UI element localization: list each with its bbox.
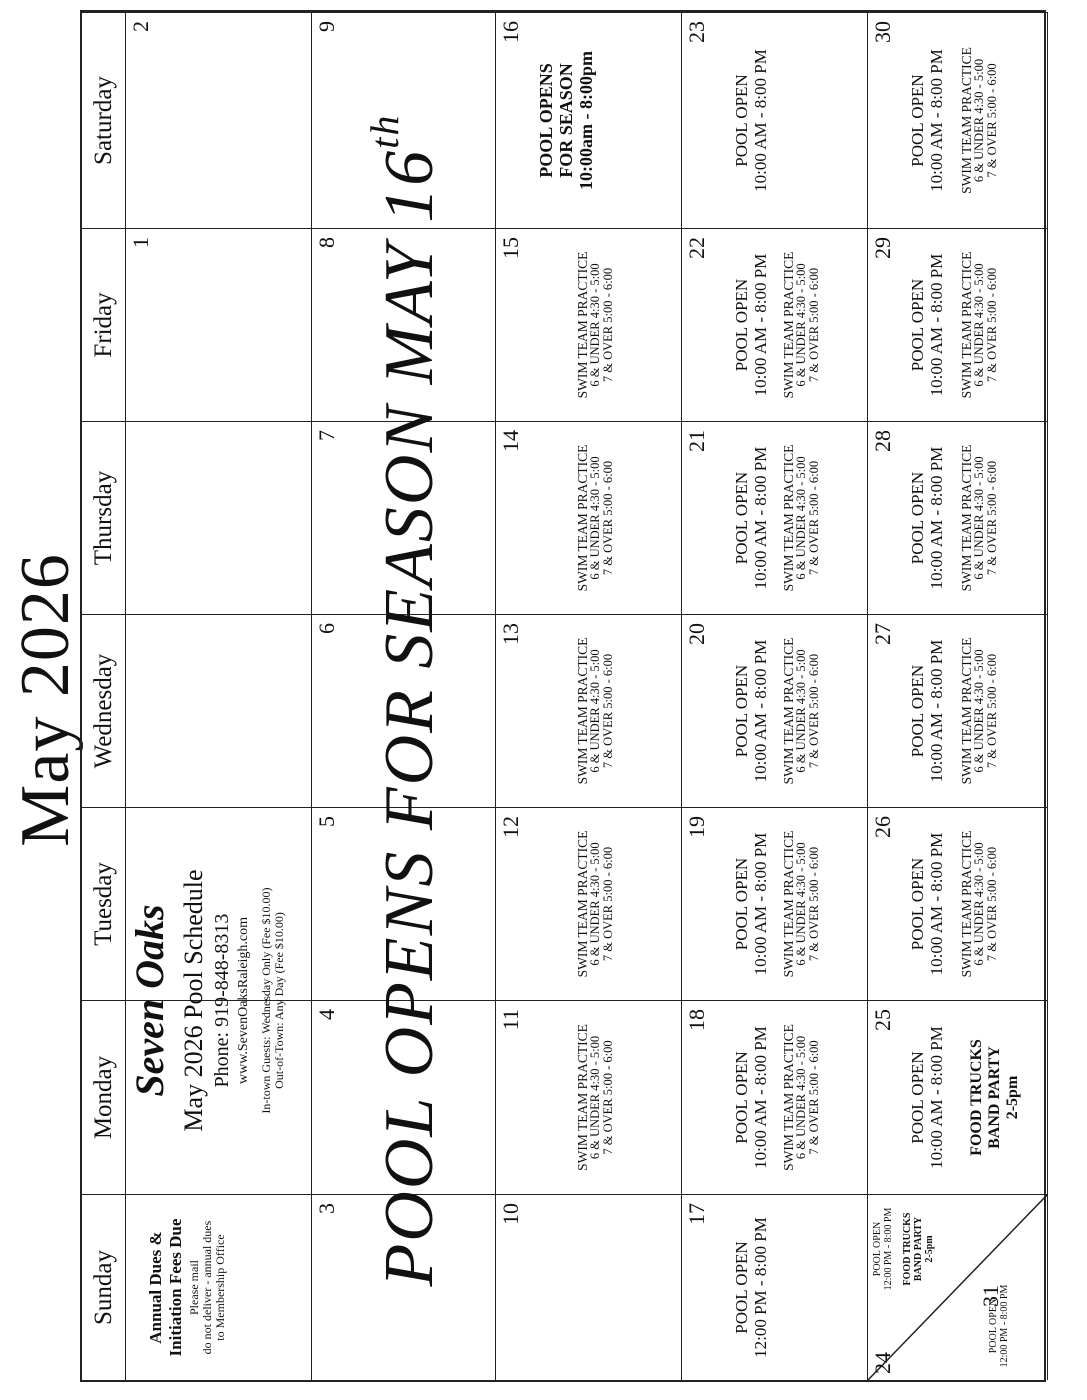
text-line: SWIM TEAM PRACTICE — [575, 444, 590, 592]
pool-open — [732, 422, 770, 614]
day-number: 20 — [684, 623, 709, 645]
day-number: 15 — [498, 237, 523, 259]
day-cell — [682, 12, 868, 228]
text-line: 7 & OVER 5:00 - 6:00 — [985, 460, 999, 576]
text-line: POOL OPEN — [732, 1241, 751, 1334]
swim-practice — [782, 615, 821, 807]
text-line: SWIM TEAM PRACTICE — [959, 444, 974, 592]
swim-practice — [782, 229, 821, 421]
day-cell — [868, 12, 1048, 228]
phone: Phone: 919-848-8313 — [211, 913, 233, 1088]
day-cell — [868, 614, 1048, 807]
pool-open — [732, 1195, 770, 1380]
text-line: 6 & UNDER 4:30 - 5:00 — [794, 456, 808, 580]
text-line: 7 & OVER 5:00 - 6:00 — [601, 1040, 615, 1155]
text-line: 6 & UNDER 4:30 - 5:00 — [588, 1035, 602, 1160]
text-line: POOL OPEN — [732, 857, 751, 951]
swim-practice — [576, 808, 615, 1000]
text-line: 6 & UNDER 4:30 - 5:00 — [972, 842, 986, 966]
text-line: 6 & UNDER 4:30 - 5:00 — [794, 649, 808, 773]
banner-text: POOL OPENS FOR SEASON MAY 16 — [371, 148, 448, 1287]
day-cell — [682, 1194, 868, 1380]
day-number: 27 — [870, 623, 895, 645]
text-line: 6 & UNDER 4:30 - 5:00 — [794, 1035, 808, 1160]
day-header: Sunday — [82, 1194, 126, 1380]
pool-open — [732, 615, 770, 807]
text-line: SWIM TEAM PRACTICE — [781, 1024, 796, 1171]
day-cell — [496, 421, 682, 614]
guest-fee: Out-of-Town: Any Day (Fee $10.00) — [272, 912, 286, 1089]
text-line: 10:00 AM - 8:00 PM — [751, 253, 770, 397]
day-number: 24 — [870, 1352, 895, 1374]
day-cell — [682, 614, 868, 807]
day-header: Thursday — [82, 421, 126, 614]
day-number: 30 — [870, 21, 895, 43]
day-number: 2 — [128, 21, 153, 32]
swim-practice — [960, 615, 999, 807]
day-number: 7 — [314, 430, 339, 441]
day-number: 5 — [314, 816, 339, 827]
season-open — [536, 13, 596, 228]
text-line: 6 & UNDER 4:30 - 5:00 — [588, 649, 602, 773]
text-line: POOL OPEN — [908, 857, 927, 951]
day-number: 28 — [870, 430, 895, 452]
day-number: 18 — [684, 1009, 709, 1031]
text-line: SWIM TEAM PRACTICE — [959, 637, 974, 785]
day-number: 19 — [684, 816, 709, 838]
day-number: 16 — [498, 21, 523, 43]
text-line: 7 & OVER 5:00 - 6:00 — [807, 267, 821, 383]
text-line: SWIM TEAM PRACTICE — [781, 830, 796, 978]
text-line: POOL OPEN — [908, 278, 927, 372]
text-line: 6 & UNDER 4:30 - 5:00 — [588, 263, 602, 387]
day-cell — [682, 228, 868, 421]
day-number: 12 — [498, 816, 523, 838]
text-line: 10:00 AM - 8:00 PM — [751, 832, 770, 976]
day-number: 10 — [498, 1203, 523, 1225]
season-banner — [340, 0, 480, 1400]
swim-practice — [576, 422, 615, 614]
day-number: 6 — [314, 623, 339, 634]
text-line: do not deliver - annual dues — [200, 1220, 214, 1355]
month-title — [6, 0, 86, 1400]
day-number: 17 — [684, 1203, 709, 1225]
text-line: 7 & OVER 5:00 - 6:00 — [601, 846, 615, 962]
text-line: 10:00 AM - 8:00 PM — [751, 446, 770, 590]
text-line: POOL OPEN — [988, 1298, 999, 1354]
text-line: 10:00 AM - 8:00 PM — [751, 1026, 770, 1169]
text-line: 6 & UNDER 4:30 - 5:00 — [972, 649, 986, 773]
text-line: SWIM TEAM PRACTICE — [781, 637, 796, 785]
text-line: 10:00 AM - 8:00 PM — [927, 49, 946, 192]
text-line: 10:00 AM - 8:00 PM — [927, 253, 946, 397]
pool-open — [908, 422, 946, 614]
text-line: 7 & OVER 5:00 - 6:00 — [985, 267, 999, 383]
text-line: 2-5pm — [1004, 1075, 1021, 1120]
swim-practice — [960, 229, 999, 421]
day-number: 11 — [498, 1009, 523, 1031]
day-cell — [126, 421, 312, 614]
text-line: Annual Dues & — [146, 1231, 165, 1344]
text-line: POOL OPEN — [732, 471, 751, 565]
pool-open — [908, 1001, 946, 1194]
text-line: 6 & UNDER 4:30 - 5:00 — [972, 263, 986, 387]
text-line: 12:00 PM - 8:00 PM — [883, 1207, 894, 1291]
day-number: 25 — [870, 1009, 895, 1031]
day-cell — [682, 421, 868, 614]
pool-open — [988, 1276, 1010, 1376]
text-line: 7 & OVER 5:00 - 6:00 — [807, 653, 821, 769]
day-number: 1 — [128, 237, 153, 248]
pool-open — [732, 229, 770, 421]
text-line: to Membership Office — [213, 1234, 227, 1341]
day-number: 9 — [314, 21, 339, 32]
text-line: Initiation Fees Due — [166, 1218, 185, 1357]
day-cell — [126, 1194, 312, 1380]
text-line: 7 & OVER 5:00 - 6:00 — [601, 653, 615, 769]
text-line: 6 & UNDER 4:30 - 5:00 — [588, 456, 602, 580]
swim-practice — [960, 808, 999, 1000]
text-line: POOL OPEN — [732, 278, 751, 372]
day-cell — [682, 1000, 868, 1194]
swim-practice — [782, 808, 821, 1000]
text-line: SWIM TEAM PRACTICE — [575, 830, 590, 978]
banner-sup: th — [362, 113, 407, 149]
day-cell — [868, 1194, 1048, 1380]
text-line: 10:00 AM - 8:00 PM — [751, 49, 770, 192]
text-line: 6 & UNDER 4:30 - 5:00 — [794, 842, 808, 966]
day-number: 26 — [870, 816, 895, 838]
text-line: 7 & OVER 5:00 - 6:00 — [807, 460, 821, 576]
text-line: POOL OPEN — [732, 664, 751, 758]
text-line: Please mail — [187, 1260, 201, 1315]
text-line: 6 & UNDER 4:30 - 5:00 — [794, 263, 808, 387]
text-line: 12:00 PM - 8:00 PM — [999, 1284, 1010, 1368]
text-line: POOL OPENS — [536, 63, 556, 178]
dues-note — [188, 1195, 227, 1380]
text-line: BAND PARTY — [986, 1046, 1003, 1149]
text-line: FOR SEASON — [556, 63, 576, 178]
day-number: 3 — [314, 1203, 339, 1214]
pool-open — [908, 229, 946, 421]
text-line: SWIM TEAM PRACTICE — [781, 251, 796, 399]
text-line: 10:00 AM - 8:00 PM — [927, 446, 946, 590]
text-line: SWIM TEAM PRACTICE — [575, 637, 590, 785]
day-cell — [126, 12, 312, 228]
dues-notice — [146, 1195, 186, 1380]
day-header: Tuesday — [82, 807, 126, 1000]
day-header: Saturday — [82, 12, 126, 228]
text-line: SWIM TEAM PRACTICE — [575, 251, 590, 399]
text-line: 6 & UNDER 4:30 - 5:00 — [588, 842, 602, 966]
day-number: 31 — [978, 1285, 1003, 1307]
text-line: 6 & UNDER 4:30 - 5:00 — [972, 456, 986, 580]
pool-open — [732, 808, 770, 1000]
website: www.SevenOaksRaleigh.com — [236, 916, 251, 1085]
day-cell — [868, 1000, 1048, 1194]
text-line: 7 & OVER 5:00 - 6:00 — [807, 846, 821, 962]
text-line: BAND PARTY — [913, 1216, 924, 1282]
text-line: POOL OPEN — [872, 1221, 883, 1277]
text-line: 7 & OVER 5:00 - 6:00 — [985, 63, 999, 178]
day-cell — [496, 614, 682, 807]
text-line: SWIM TEAM PRACTICE — [959, 251, 974, 399]
day-cell — [496, 1000, 682, 1194]
text-line: 10:00 AM - 8:00 PM — [927, 1026, 946, 1169]
day-number: 29 — [870, 237, 895, 259]
day-header: Wednesday — [82, 614, 126, 807]
pool-open — [732, 1001, 770, 1194]
text-line: 12:00 PM - 8:00 PM — [751, 1217, 770, 1358]
text-line: 7 & OVER 5:00 - 6:00 — [601, 460, 615, 576]
day-number: 8 — [314, 237, 339, 248]
text-line: FOOD TRUCKS — [902, 1212, 913, 1286]
schedule-title: May 2026 Pool Schedule — [179, 869, 208, 1132]
day-header: Friday — [82, 228, 126, 421]
guest-fee: In-town Guests: Wednesday Only (Fee $10.00) — [259, 887, 273, 1114]
day-header: Monday — [82, 1000, 126, 1194]
pool-open — [908, 615, 946, 807]
day-cell — [126, 228, 312, 421]
text-line: SWIM TEAM PRACTICE — [781, 444, 796, 592]
text-line: FOOD TRUCKS — [968, 1039, 985, 1156]
text-line: POOL OPEN — [908, 471, 927, 565]
day-cell — [496, 228, 682, 421]
swim-practice — [576, 615, 615, 807]
swim-practice — [782, 422, 821, 614]
swim-practice — [576, 1001, 615, 1194]
text-line: POOL OPEN — [732, 1051, 751, 1144]
text-line: POOL OPEN — [908, 664, 927, 758]
text-line: 6 & UNDER 4:30 - 5:00 — [972, 58, 986, 183]
day-cell — [682, 807, 868, 1000]
text-line: SWIM TEAM PRACTICE — [959, 47, 974, 194]
day-number: 23 — [684, 21, 709, 43]
day-number: 22 — [684, 237, 709, 259]
day-cell — [868, 807, 1048, 1000]
swim-practice — [782, 1001, 821, 1194]
club-name: Seven Oaks — [127, 904, 172, 1097]
text-line: 2-5pm — [924, 1235, 935, 1263]
food-trucks — [968, 1001, 1022, 1194]
text-line: POOL OPEN — [908, 1051, 927, 1144]
food-trucks — [902, 1199, 935, 1299]
pool-open — [908, 13, 946, 228]
swim-practice — [960, 13, 999, 228]
day-number: 14 — [498, 430, 523, 452]
day-cell — [496, 1194, 682, 1380]
day-number: 21 — [684, 430, 709, 452]
text-line: SWIM TEAM PRACTICE — [575, 1024, 590, 1171]
text-line: 7 & OVER 5:00 - 6:00 — [985, 846, 999, 962]
text-line: 10:00am - 8:00pm — [576, 51, 596, 190]
club-info — [126, 807, 286, 1194]
text-line: SWIM TEAM PRACTICE — [959, 830, 974, 978]
pool-open — [872, 1199, 894, 1299]
swim-practice — [960, 422, 999, 614]
month-title-text: May 2026 — [7, 553, 84, 847]
text-line: 7 & OVER 5:00 - 6:00 — [807, 1040, 821, 1155]
text-line: 7 & OVER 5:00 - 6:00 — [985, 653, 999, 769]
day-cell — [496, 12, 682, 228]
day-cell — [496, 807, 682, 1000]
pool-open — [732, 13, 770, 228]
text-line: 10:00 AM - 8:00 PM — [927, 832, 946, 976]
day-number: 4 — [314, 1009, 339, 1020]
swim-practice — [576, 229, 615, 421]
calendar-grid — [80, 10, 1046, 1382]
day-number: 13 — [498, 623, 523, 645]
text-line: 7 & OVER 5:00 - 6:00 — [601, 267, 615, 383]
text-line: 10:00 AM - 8:00 PM — [751, 639, 770, 783]
text-line: POOL OPEN — [732, 74, 751, 167]
day-cell — [126, 614, 312, 807]
text-line: 10:00 AM - 8:00 PM — [927, 639, 946, 783]
pool-open — [908, 808, 946, 1000]
day-cell — [868, 228, 1048, 421]
day-cell — [868, 421, 1048, 614]
text-line: POOL OPEN — [908, 74, 927, 167]
